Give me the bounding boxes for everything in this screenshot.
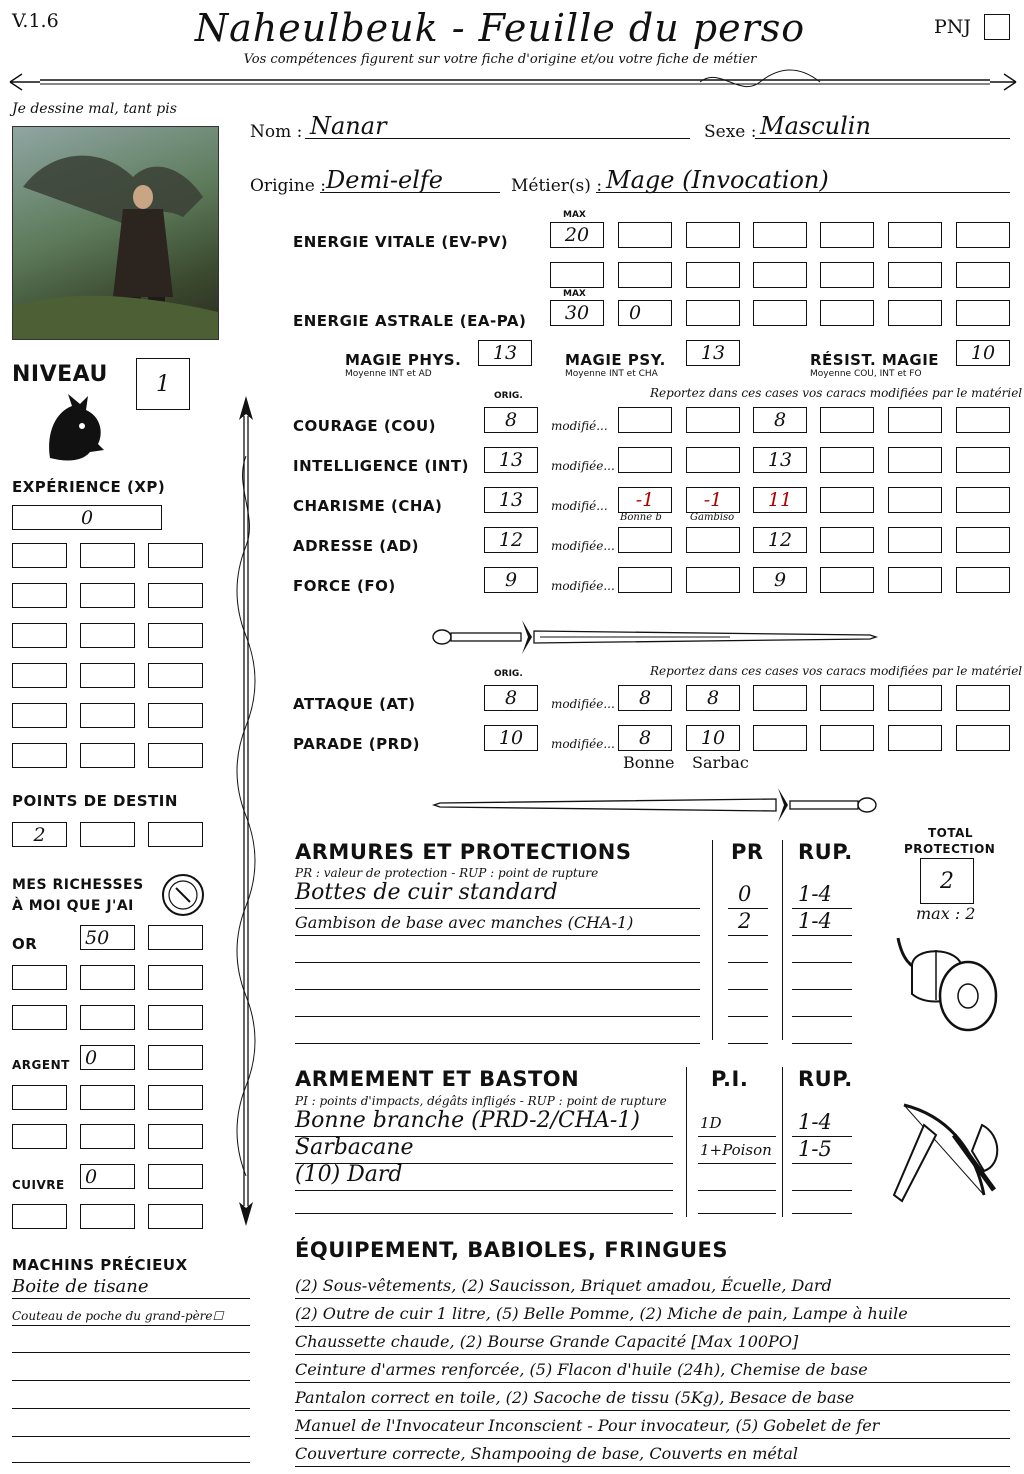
carac-label: FORCE (FO): [293, 577, 396, 595]
equipement-line[interactable]: (2) Outre de cuir 1 litre, (5) Belle Pomme, (2) Miche de pain, Lampe à huile: [295, 1304, 908, 1323]
magie-psy-sub: Moyenne INT et CHA: [565, 369, 658, 379]
precieux-item[interactable]: Couteau de poche du grand-père☐: [12, 1309, 224, 1323]
arme-pi[interactable]: 1D: [700, 1114, 722, 1132]
total-protection-label-2: PROTECTION: [904, 842, 996, 856]
cuivre-box[interactable]: [80, 1204, 135, 1229]
armures-col-rup: RUP.: [798, 840, 853, 864]
xp-box[interactable]: [148, 663, 203, 688]
xp-label: EXPÉRIENCE (XP): [12, 478, 166, 496]
cuivre-box[interactable]: [148, 1164, 203, 1189]
ev-box[interactable]: [550, 262, 604, 288]
combat-mod-box[interactable]: [820, 725, 874, 751]
cuivre-label: CUIVRE: [12, 1178, 65, 1192]
ea-label: ENERGIE ASTRALE (EA-PA): [293, 312, 527, 330]
equipement-line[interactable]: Couverture correcte, Shampooing de base, Couverts en métal: [295, 1444, 798, 1463]
armure-name[interactable]: Bottes de cuir standard: [295, 880, 558, 905]
sexe-label: Sexe :: [704, 122, 757, 142]
sword-divider: [430, 612, 880, 662]
combat-mod-box[interactable]: [753, 725, 807, 751]
precieux-item[interactable]: Boite de tisane: [12, 1276, 149, 1297]
ev-box[interactable]: [888, 222, 942, 248]
total-protection-max: max : 2: [916, 904, 976, 923]
xp-box[interactable]: [12, 583, 67, 608]
equipement-line[interactable]: Manuel de l'Invocateur Inconscient - Pour invocateur, (5) Gobelet de fer: [295, 1416, 880, 1435]
armure-rup[interactable]: 1-4: [798, 882, 832, 906]
ea-box[interactable]: 0: [618, 300, 672, 326]
xp-box[interactable]: [80, 583, 135, 608]
armure-pr[interactable]: 0: [738, 882, 752, 906]
or-label: OR: [12, 935, 38, 953]
ev-label: ENERGIE VITALE (EV-PV): [293, 233, 509, 251]
or-box[interactable]: [148, 925, 203, 950]
carac-mod-box[interactable]: [618, 407, 672, 433]
or-box[interactable]: [12, 1005, 67, 1030]
carac-mod-box[interactable]: [618, 447, 672, 473]
ea-box[interactable]: [956, 300, 1010, 326]
carac-label: ADRESSE (AD): [293, 537, 420, 555]
resist-magie-sub: Moyenne COU, INT et FO: [810, 369, 922, 379]
sexe-value[interactable]: Masculin: [760, 112, 871, 140]
combat-mod-box[interactable]: 8: [618, 725, 672, 751]
resist-magie-box[interactable]: 10: [956, 340, 1010, 366]
argent-label: ARGENT: [12, 1058, 70, 1072]
argent-box[interactable]: [148, 1045, 203, 1070]
argent-box[interactable]: [80, 1124, 135, 1149]
portrait-caption: Je dessine mal, tant pis: [12, 101, 177, 117]
argent-box[interactable]: [12, 1124, 67, 1149]
ea-box[interactable]: [820, 300, 874, 326]
ea-box[interactable]: [888, 300, 942, 326]
combat-label: PARADE (PRD): [293, 735, 421, 753]
carac-mod-box[interactable]: -1: [686, 487, 740, 513]
ev-box[interactable]: [618, 222, 672, 248]
magie-psy-box[interactable]: 13: [686, 340, 740, 366]
xp-box[interactable]: [148, 543, 203, 568]
portrait-image: [12, 126, 219, 340]
ev-box[interactable]: [820, 222, 874, 248]
or-box[interactable]: [12, 965, 67, 990]
arme-pi[interactable]: 1+Poison: [700, 1141, 772, 1159]
origine-value[interactable]: Demi-elfe: [326, 166, 443, 194]
destin-box[interactable]: [148, 822, 203, 847]
carac-mod-box[interactable]: 9: [753, 567, 807, 593]
carac-orig-box[interactable]: 13: [484, 487, 538, 513]
sword-divider: [430, 780, 880, 830]
combat-mod-box[interactable]: 8: [686, 685, 740, 711]
ea-box[interactable]: [686, 300, 740, 326]
xp-box[interactable]: [12, 743, 67, 768]
portrait-figure: [13, 127, 218, 339]
carac-mod-box[interactable]: [686, 527, 740, 553]
niveau-label: NIVEAU: [12, 362, 108, 387]
ev-box[interactable]: [888, 262, 942, 288]
metier-label: Métier(s) :: [511, 176, 603, 196]
or-box[interactable]: [80, 965, 135, 990]
combat-label: ATTAQUE (AT): [293, 695, 416, 713]
magie-psy-label: MAGIE PSY.: [565, 351, 666, 369]
carac-orig-box[interactable]: 8: [484, 407, 538, 433]
carac-mod-box[interactable]: [686, 447, 740, 473]
total-protection-box[interactable]: 2: [920, 858, 974, 904]
or-box[interactable]: [148, 965, 203, 990]
version: V.1.6: [12, 10, 59, 32]
xp-box[interactable]: [148, 623, 203, 648]
pnj-label: PNJ: [934, 16, 972, 38]
carac-mod-box[interactable]: [956, 567, 1010, 593]
armement-title: ARMEMENT ET BASTON: [295, 1067, 580, 1091]
equipement-title: ÉQUIPEMENT, BABIOLES, FRINGUES: [295, 1238, 728, 1262]
xp-box[interactable]: [148, 703, 203, 728]
combat-mod-box[interactable]: [820, 685, 874, 711]
xp-box[interactable]: [80, 703, 135, 728]
destin-box[interactable]: [80, 822, 135, 847]
ev-box[interactable]: [753, 262, 807, 288]
coin-icon: [160, 872, 206, 918]
ev-box[interactable]: [686, 262, 740, 288]
destin-label: POINTS DE DESTIN: [12, 792, 178, 810]
destin-box[interactable]: 2: [12, 822, 67, 847]
origine-label: Origine :: [250, 176, 326, 196]
armure-name[interactable]: Gambison de base avec manches (CHA-1): [295, 913, 634, 932]
ea-max-box[interactable]: 30: [550, 300, 604, 326]
or-box[interactable]: 50: [80, 925, 135, 950]
combat-note: Bonne: [623, 753, 675, 772]
carac-mod-box[interactable]: 12: [753, 527, 807, 553]
combat-mod-box[interactable]: 10: [686, 725, 740, 751]
equipement-line[interactable]: Ceinture d'armes renforcée, (5) Flacon d'huile (24h), Chemise de base: [295, 1360, 868, 1379]
ea-max-label: MAX: [563, 289, 586, 299]
report-note: Reportez dans ces cases vos caracs modifiées par le matériel: [650, 664, 1023, 678]
orig-label: ORIG.: [494, 391, 523, 401]
xp-box[interactable]: [80, 663, 135, 688]
carac-mod-label: modifiée...: [551, 539, 615, 553]
armures-title: ARMURES ET PROTECTIONS: [295, 840, 632, 864]
carac-mod-box[interactable]: [820, 447, 874, 473]
combat-mod-box[interactable]: [956, 725, 1010, 751]
cuivre-box[interactable]: 0: [80, 1164, 135, 1189]
cuivre-box[interactable]: [148, 1204, 203, 1229]
argent-box[interactable]: [148, 1124, 203, 1149]
equipement-line[interactable]: Pantalon correct en toile, (2) Sacoche de tissu (5Kg), Besace de base: [295, 1388, 855, 1407]
carac-label: INTELLIGENCE (INT): [293, 457, 469, 475]
xp-box[interactable]: [80, 743, 135, 768]
argent-box[interactable]: 0: [80, 1045, 135, 1070]
carac-mod-box[interactable]: 11: [753, 487, 807, 513]
carac-mod-box[interactable]: [888, 567, 942, 593]
orig-label: ORIG.: [494, 669, 523, 679]
arme-name[interactable]: Bonne branche (PRD-2/CHA-1): [295, 1108, 640, 1133]
precieux-label: MACHINS PRÉCIEUX: [12, 1256, 188, 1274]
subtitle: Vos compétences figurent sur votre fiche d'origine et/ou votre fiche de métier: [243, 52, 757, 67]
carac-label: CHARISME (CHA): [293, 497, 443, 515]
arme-name[interactable]: Sarbacane: [295, 1135, 414, 1160]
dragon-head-icon: [42, 392, 106, 464]
argent-box[interactable]: [12, 1085, 67, 1110]
helmet-shield-icon: [890, 928, 1000, 1038]
metier-value[interactable]: Mage (Invocation): [606, 166, 829, 194]
combat-mod-box[interactable]: [888, 685, 942, 711]
cuivre-box[interactable]: [12, 1204, 67, 1229]
carac-mod-box[interactable]: [618, 567, 672, 593]
carac-mod-box[interactable]: [820, 407, 874, 433]
xp-box[interactable]: [80, 543, 135, 568]
armures-subtitle: PR : valeur de protection - RUP : point de rupture: [295, 866, 599, 880]
xp-box[interactable]: [12, 543, 67, 568]
total-protection-label: TOTAL: [928, 826, 974, 840]
combat-mod-box[interactable]: [753, 685, 807, 711]
xp-box[interactable]: [148, 743, 203, 768]
xp-box[interactable]: [12, 623, 67, 648]
carac-mod-label: modifié...: [551, 499, 608, 513]
carac-mod-note: Gambiso: [690, 512, 735, 523]
nom-value[interactable]: Nanar: [310, 112, 387, 140]
combat-mod-box[interactable]: [956, 685, 1010, 711]
carac-orig-box[interactable]: 12: [484, 527, 538, 553]
xp-box[interactable]: [12, 663, 67, 688]
carac-mod-label: modifiée...: [551, 459, 615, 473]
richesses-label-2: À MOI QUE J'AI: [12, 898, 134, 914]
arme-rup[interactable]: 1-5: [798, 1137, 832, 1161]
carac-mod-box[interactable]: [888, 407, 942, 433]
combat-orig-box[interactable]: 8: [484, 685, 538, 711]
magie-phys-box[interactable]: 13: [478, 340, 532, 366]
carac-mod-box[interactable]: [956, 447, 1010, 473]
armement-col-rup: RUP.: [798, 1067, 853, 1091]
pnj-checkbox[interactable]: [984, 14, 1010, 40]
argent-box[interactable]: [80, 1085, 135, 1110]
spear-divider: [226, 396, 266, 1246]
carac-label: COURAGE (COU): [293, 417, 437, 435]
xp-box[interactable]: 0: [12, 505, 162, 530]
or-box[interactable]: [80, 1005, 135, 1030]
carac-orig-box[interactable]: 9: [484, 567, 538, 593]
combat-mod-label: modifiée...: [551, 737, 615, 751]
carac-mod-box[interactable]: [820, 527, 874, 553]
ev-box[interactable]: [820, 262, 874, 288]
page-title: Naheulbeuk - Feuille du perso: [194, 6, 806, 50]
magie-phys-sub: Moyenne INT et AD: [345, 369, 432, 379]
carac-mod-box[interactable]: 13: [753, 447, 807, 473]
resist-magie-label: RÉSIST. MAGIE: [810, 351, 940, 369]
combat-orig-box[interactable]: 10: [484, 725, 538, 751]
ea-box[interactable]: [753, 300, 807, 326]
niveau-box[interactable]: 1: [136, 358, 190, 410]
carac-mod-box[interactable]: [618, 527, 672, 553]
carac-mod-box[interactable]: [820, 487, 874, 513]
carac-orig-box[interactable]: 13: [484, 447, 538, 473]
or-box[interactable]: [148, 1005, 203, 1030]
ev-box[interactable]: [956, 262, 1010, 288]
carac-mod-box[interactable]: [956, 487, 1010, 513]
carac-mod-box[interactable]: [686, 567, 740, 593]
richesses-label: MES RICHESSES: [12, 877, 144, 893]
carac-mod-box[interactable]: [956, 527, 1010, 553]
weapons-icon: [884, 1095, 1004, 1215]
xp-box[interactable]: [148, 583, 203, 608]
carac-mod-box[interactable]: [888, 527, 942, 553]
carac-mod-box[interactable]: 8: [753, 407, 807, 433]
armures-col-pr: PR: [731, 840, 764, 864]
ev-box[interactable]: [618, 262, 672, 288]
carac-mod-box[interactable]: [956, 407, 1010, 433]
arme-name[interactable]: (10) Dard: [295, 1162, 403, 1187]
armement-col-pi: P.I.: [711, 1067, 749, 1091]
header-divider: [0, 64, 1024, 100]
equipement-line[interactable]: Chaussette chaude, (2) Bourse Grande Capacité [Max 100PO]: [295, 1332, 799, 1351]
equipement-line[interactable]: (2) Sous-vêtements, (2) Saucisson, Briquet amadou, Écuelle, Dard: [295, 1276, 832, 1295]
carac-mod-note: Bonne b: [620, 512, 662, 523]
ev-box[interactable]: [686, 222, 740, 248]
carac-mod-box[interactable]: -1: [618, 487, 672, 513]
combat-mod-box[interactable]: [888, 725, 942, 751]
combat-note: Sarbac: [692, 753, 749, 772]
report-note: Reportez dans ces cases vos caracs modifiées par le matériel: [650, 386, 1023, 400]
ev-max-label: MAX: [563, 210, 586, 220]
carac-mod-label: modifié...: [551, 419, 608, 433]
armure-rup[interactable]: 1-4: [798, 909, 832, 933]
xp-box[interactable]: [12, 703, 67, 728]
argent-box[interactable]: [148, 1085, 203, 1110]
carac-mod-box[interactable]: [820, 567, 874, 593]
carac-mod-box[interactable]: [888, 487, 942, 513]
ev-max-box[interactable]: 20: [550, 222, 604, 248]
combat-mod-label: modifiée...: [551, 697, 615, 711]
nom-label: Nom :: [250, 122, 303, 142]
combat-mod-box[interactable]: 8: [618, 685, 672, 711]
armement-subtitle: PI : points d'impacts, dégâts infligés - RUP : point de rupture: [295, 1094, 667, 1108]
xp-box[interactable]: [80, 623, 135, 648]
carac-mod-box[interactable]: [686, 407, 740, 433]
carac-mod-box[interactable]: [888, 447, 942, 473]
magie-phys-label: MAGIE PHYS.: [345, 351, 462, 369]
ev-box[interactable]: [753, 222, 807, 248]
armure-pr[interactable]: 2: [738, 909, 752, 933]
arme-rup[interactable]: 1-4: [798, 1110, 832, 1134]
ev-box[interactable]: [956, 222, 1010, 248]
carac-mod-label: modifiée...: [551, 579, 615, 593]
